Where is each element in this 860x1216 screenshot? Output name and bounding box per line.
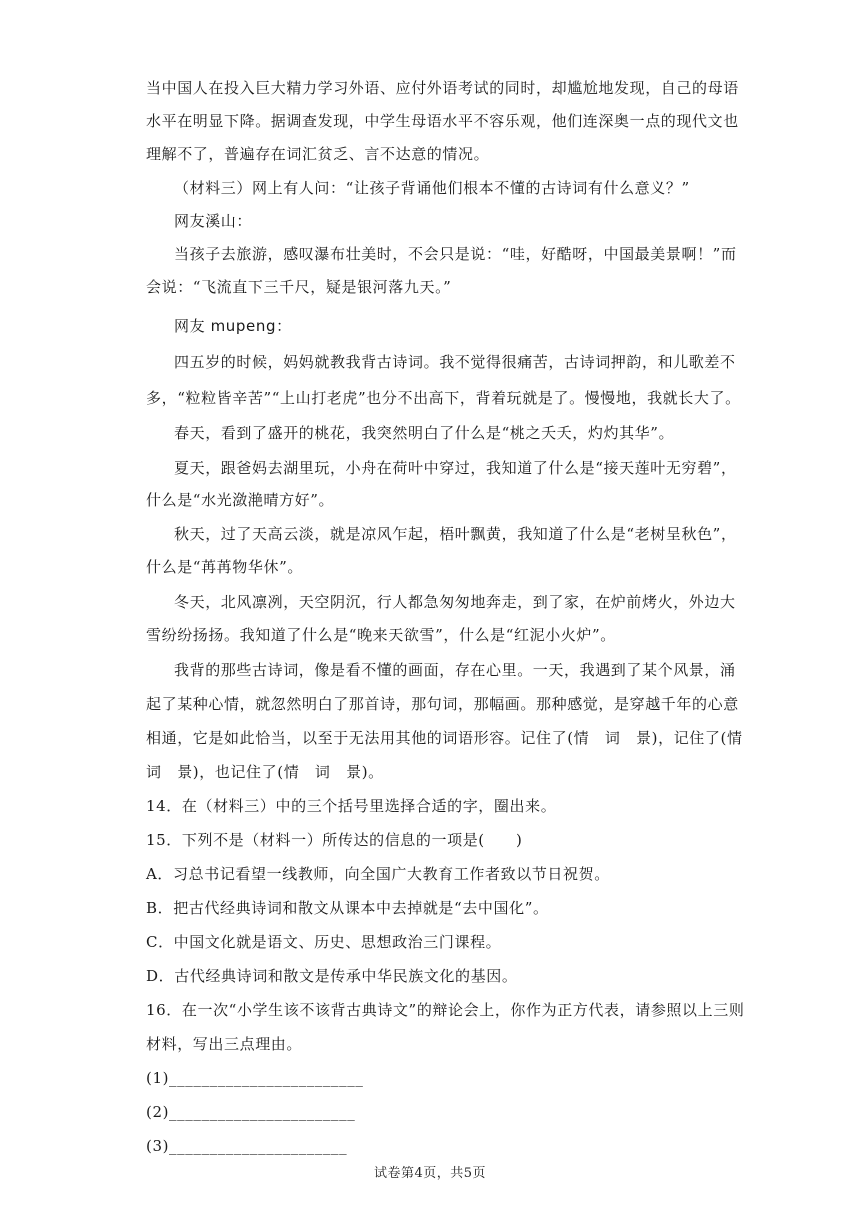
- summer-line-2: 什么是“水光潋滟晴方好”。: [146, 491, 335, 509]
- material2-line-1: 当中国人在投入巨大精力学习外语、应付外语考试的同时，却尴尬地发现，自己的母语: [146, 79, 739, 97]
- summer-line-1: 夏天，跟爸妈去湖里玩，小舟在荷叶中穿过，我知道了什么是“接天莲叶无穷碧”，: [174, 459, 737, 477]
- user2-prefix: 网友: [174, 317, 211, 335]
- option-b[interactable]: B．把古代经典诗词和散文从课本中去掉就是“去中国化”。: [146, 899, 549, 917]
- closing-line-2: 起了某种心情，就忽然明白了那首诗，那句词，那幅画。那种感觉，是穿越千年的心意: [146, 695, 739, 713]
- answer-blank-3[interactable]: (3)______________________: [146, 1137, 348, 1155]
- user2-name: mupeng: [210, 317, 277, 335]
- question-16-line-1: 16．在一次“小学生该不该背古典诗文”的辩论会上，你作为正方代表，请参照以上三则: [146, 1001, 745, 1019]
- answer-blank-2[interactable]: (2)_______________________: [146, 1103, 356, 1121]
- autumn-line-1: 秋天，过了天高云淡，就是凉风乍起，梧叶飘黄，我知道了什么是“老树呈秋色”，: [174, 525, 737, 543]
- user2-suffix: ：: [276, 317, 292, 335]
- option-c[interactable]: C．中国文化就是语文、历史、思想政治三门课程。: [146, 933, 502, 951]
- closing-line-4: 词 景)，也记住了(情 词 景)。: [146, 763, 384, 781]
- autumn-line-2: 什么是“苒苒物华休”。: [146, 558, 303, 576]
- material2-line-2: 水平在明显下降。据调查发现，中学生母语水平不容乐观，他们连深奥一点的现代文也: [146, 112, 739, 130]
- user1-label: 网友溪山：: [174, 212, 253, 230]
- p1-line-1: 四五岁的时候，妈妈就教我背古诗词。我不觉得很痛苦，古诗词押韵，和儿歌差不: [174, 353, 736, 371]
- question-14: 14．在（材料三）中的三个括号里选择合适的字，圈出来。: [146, 797, 557, 815]
- spring-paragraph: 春天，看到了盛开的桃花，我突然明白了什么是“桃之夭夭，灼灼其华”。: [174, 424, 675, 442]
- user2-label: [174, 316, 718, 336]
- winter-line-2: 雪纷纷扬扬。我知道了什么是“晚来天欲雪”，什么是“红泥小火炉”。: [146, 626, 616, 644]
- answer-blank-1[interactable]: (1)________________________: [146, 1069, 364, 1087]
- option-a[interactable]: A．习总书记看望一线教师，向全国广大教育工作者致以节日祝贺。: [146, 865, 610, 883]
- material2-line-3: 理解不了，普遍存在词汇贫乏、言不达意的情况。: [146, 145, 490, 163]
- p1-line-2: 多，“粒粒皆辛苦”“上山打老虎”也分不出高下，背着玩就是了。慢慢地，我就长大了。: [146, 389, 741, 407]
- winter-line-1: 冬天，北风凛冽，天空阴沉，行人都急匆匆地奔走，到了家，在炉前烤火，外边大: [174, 593, 736, 611]
- user1-text-line-2: 会说：“飞流直下三千尺，疑是银河落九天。”: [146, 278, 452, 296]
- page-footer: 试卷第4页，共5页: [373, 1166, 487, 1181]
- question-16-line-2: 材料，写出三点理由。: [146, 1035, 303, 1053]
- material3-intro: （材料三）网上有人问：“让孩子背诵他们根本不懂的古诗词有什么意义？”: [174, 179, 690, 197]
- closing-line-3: 相通，它是如此恰当，以至于无法用其他的词语形容。记住了(情 词 景)，记住了(情: [146, 729, 743, 747]
- closing-line-1: 我背的那些古诗词，像是看不懂的画面，存在心里。一天，我遇到了某个风景，涌: [174, 661, 736, 679]
- user1-text-line-1: 当孩子去旅游，感叹瀑布壮美时，不会只是说：“哇，好酷呀，中国最美景啊！”而: [174, 245, 737, 263]
- option-d[interactable]: D．古代经典诗词和散文是传承中华民族文化的基因。: [146, 967, 518, 985]
- question-15: 15．下列不是（材料一）所传达的信息的一项是( ): [146, 831, 523, 849]
